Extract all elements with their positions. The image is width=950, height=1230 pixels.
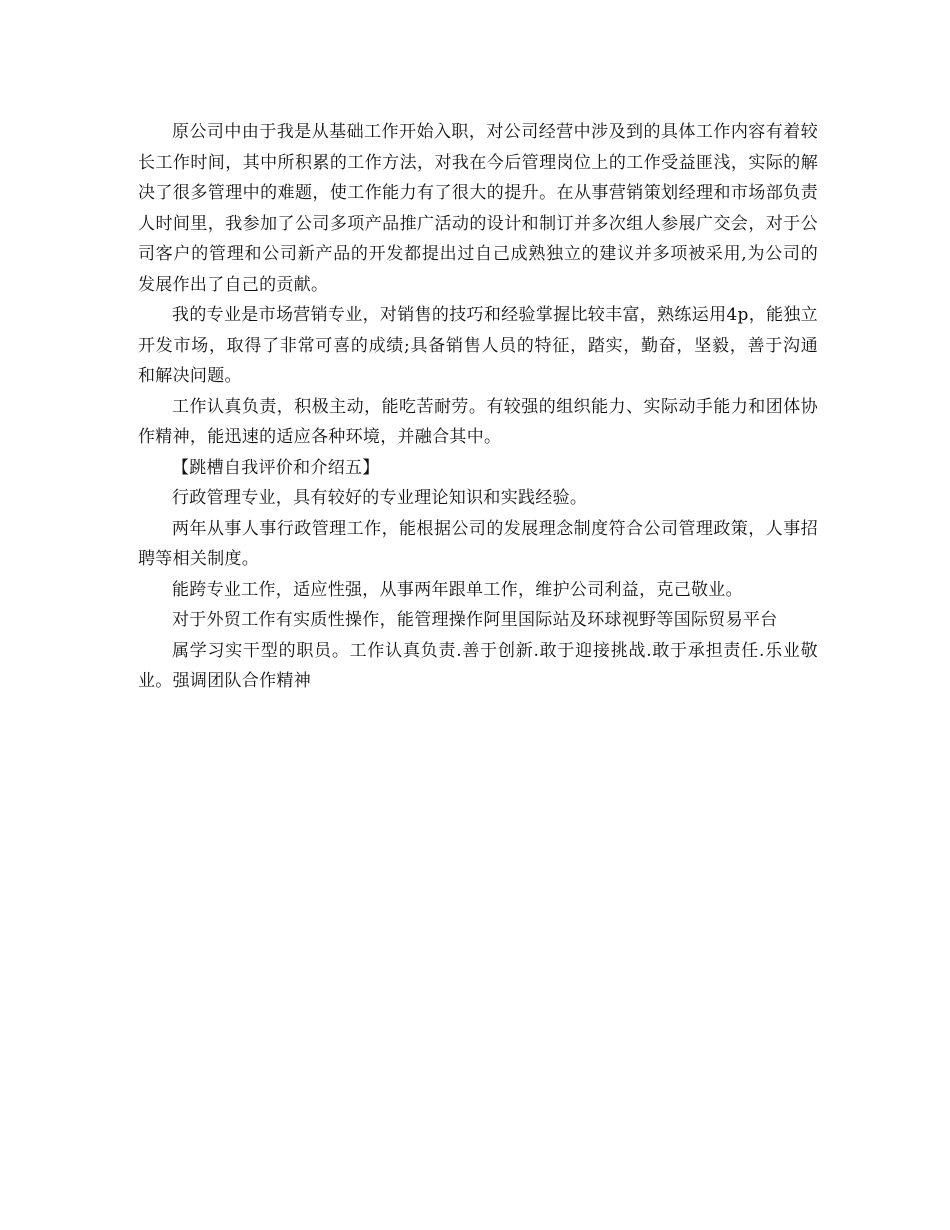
- document-body: [138, 117, 818, 697]
- section-paragraph-5: 属学习实干型的职员。工作认真负责.善于创新.敢于迎接挑战.敢于承担责任.乐业敬业。强调团队合作精神: [138, 640, 818, 691]
- paragraph-2: 我的专业是市场营销专业，对销售的技巧和经验掌握比较丰富，熟练运用4p，能独立开发市场，取得了非常可喜的成绩;具备销售人员的特征，踏实，勤奋，坚毅，善于沟通和解决问题。: [138, 305, 818, 386]
- section-heading: 【跳槽自我评价和介绍五】: [172, 457, 380, 478]
- section-paragraph-1: 行政管理专业，具有较好的专业理论知识和实践经验。: [172, 488, 588, 508]
- paragraph-1: 原公司中由于我是从基础工作开始入职，对公司经营中涉及到的具体工作内容有着较长工作时间，其中所积累的工作方法，对我在今后管理岗位上的工作受益匪浅，实际的解决了很多管理中的难题，使工作能力有了很大的提升。在从事营销策划经理和市场部负责人时间里，我参加了公司多项产品推广活动的设计和制订并多次组人参展广交会，对于公司客户的管理和公司新产品的开发都提出过自己成熟独立的建议并多项被采用,为公司的发展作出了自己的贡献。: [138, 122, 818, 295]
- paragraph-3: 工作认真负责，积极主动，能吃苦耐劳。有较强的组织能力、实际动手能力和团体协作精神，能迅速的适应各种环境，并融合其中。: [138, 396, 818, 447]
- section-paragraph-4: 对于外贸工作有实质性操作，能管理操作阿里国际站及环球视野等国际贸易平台: [172, 610, 778, 630]
- section-paragraph-2: 两年从事人事行政管理工作，能根据公司的发展理念制度符合公司管理政策，人事招聘等相关制度。: [138, 518, 818, 569]
- section-paragraph-3: 能跨专业工作，适应性强，从事两年跟单工作，维护公司利益，克己敬业。: [172, 579, 743, 600]
